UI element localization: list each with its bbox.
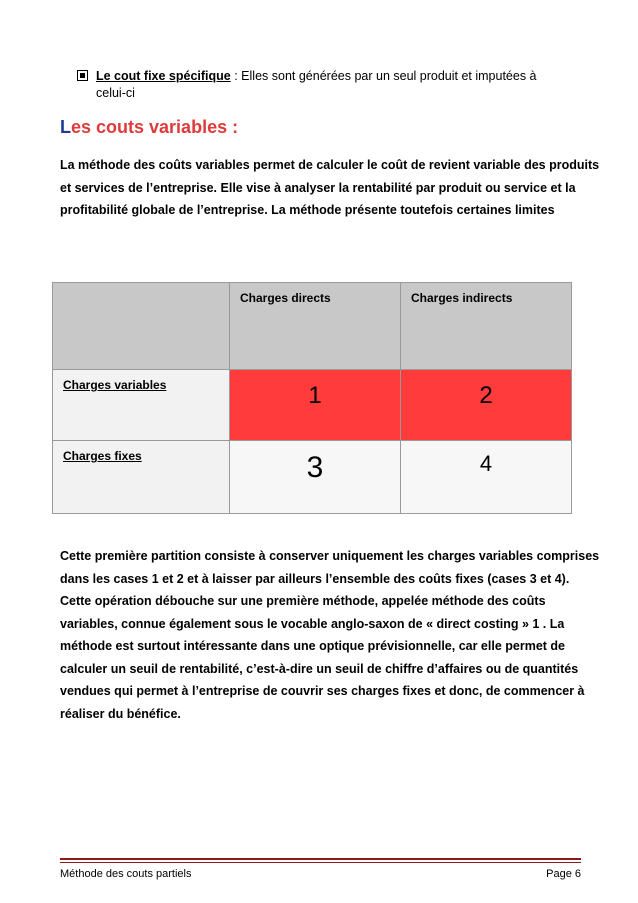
bullet-continuation: celui-ci <box>96 86 135 100</box>
bullet-item <box>77 66 597 86</box>
cell-4: 4 <box>401 441 572 514</box>
section-heading <box>60 117 238 138</box>
table-header-directs: Charges directs <box>230 283 401 370</box>
table-header-indirects: Charges indirects <box>401 283 572 370</box>
heading-initial: L <box>60 117 71 137</box>
bullet-term: Le cout fixe spécifique <box>96 69 231 83</box>
checkbox-bullet-icon <box>77 70 88 81</box>
table-header-empty <box>53 283 230 370</box>
footer-title: Méthode des couts partiels <box>60 868 192 880</box>
heading-text: es couts variables : <box>71 117 239 137</box>
charges-table <box>52 282 572 514</box>
row-label-fixes: Charges fixes <box>53 441 230 514</box>
cell-2: 2 <box>401 370 572 441</box>
row-label-variables: Charges variables <box>53 370 230 441</box>
cell-1: 1 <box>230 370 401 441</box>
page-number: Page 6 <box>546 868 581 880</box>
footer-divider-thin <box>60 862 581 863</box>
intro-paragraph: La méthode des coûts variables permet de calculer le coût de revient variable des produits et services de l’entreprise. Elle vise à analyser la rentabilité par produit ou service et la profitabilité globale de l’entreprise. La méthode présente toutefois certaines limites <box>60 158 600 217</box>
cell-3: 3 <box>230 441 401 514</box>
footer-divider <box>60 858 581 860</box>
bullet-text: : Elles sont générées par un seul produit et imputées à <box>230 69 537 83</box>
body-paragraph: Cette première partition consiste à conserver uniquement les charges variables comprises dans les cases 1 et 2 et à laisser par ailleurs l’ensemble des coûts fixes (cases 3 et 4). Cette opération débouche sur une première méthode, appelée méthode des coûts variables, connue également sous le vocable anglo-saxon de « direct costing » 1 . La méthode est surtout intéressante dans une optique prévisionnelle, car elle permet de calculer un seuil de rentabilité, c’est-à-dire un seuil de chiffre d’affaires ou de quantités vendues qui permet à l’entreprise de couvrir ses charges fixes et donc, de commencer à réaliser du bénéfice. <box>60 549 600 721</box>
